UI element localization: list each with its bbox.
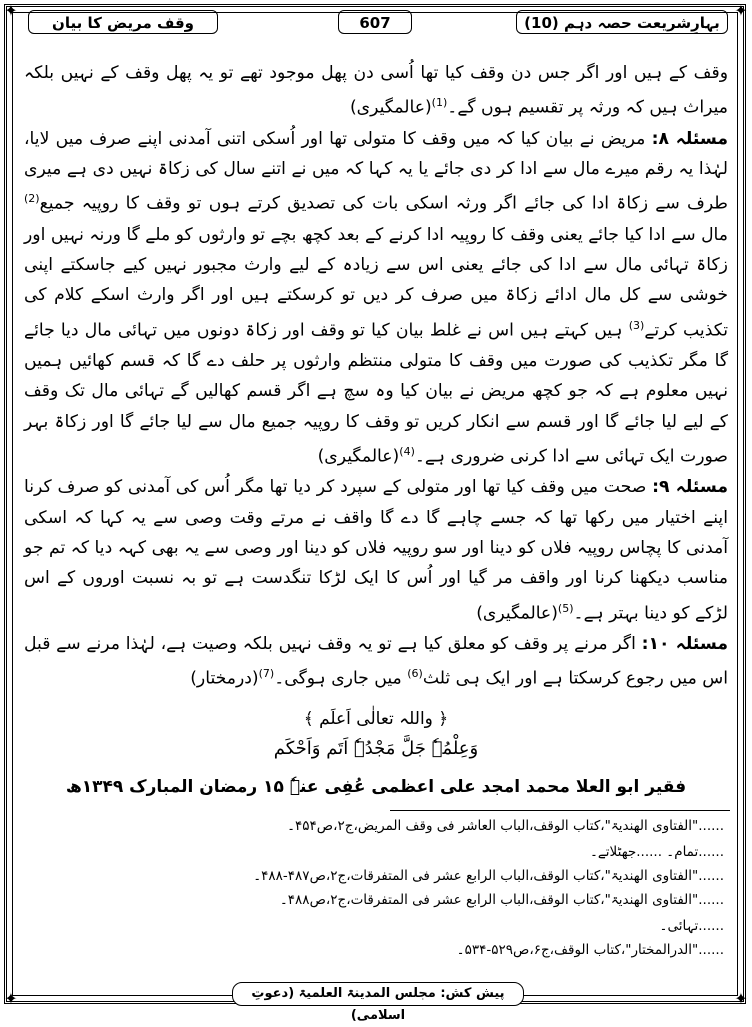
signature: فقیر ابو العلا محمد امجد علی اعظمی عُفِی عنہٗ ۱۵ رمضان المبارک ۱۳۴۹ھ bbox=[65, 777, 687, 797]
footnote-ref: (7) bbox=[258, 667, 275, 681]
paragraph-text: ہیں کہتے ہیں اس نے غلط بیان کیا تو وقف اور زکاۃ دونوں میں تہائی مال دیا جائے گا مگر تکذیب کی صورت میں وقف کا متولی منتظم وارثوں پر حلف دے گا کہ قسم کھائیں ہمیں نہیں معلوم ہے کہ جو کچھ مریض نے بیان کیا وہ سچ ہے اگر قسم کھالیں گے تہائی مال تک وقف کے لیے لیا جائے گا اور قسم سے انکار کریں تو وقف کا روپیہ جمیع مال سے لیا جائے گا اور زکاۃ بہر صورت ایک تہائی سے ادا کرنی ضروری ہے۔ bbox=[24, 320, 728, 467]
page-number: 607 bbox=[338, 10, 412, 34]
footnote-ref: (3) bbox=[628, 318, 645, 332]
footnote-ref: (5) bbox=[557, 601, 574, 615]
main-text bbox=[24, 58, 728, 695]
masala-label: مسئلہ ۹: bbox=[652, 477, 728, 498]
footnote: ......تمام۔ ......جھٹلاتے۔ bbox=[589, 844, 724, 860]
paragraph-text: مال سے ادا کیا جائے یعنی وقف کا روپیہ ادا کرنے کے بعد کچھ بچے تو وارثوں کو ملے گا ورنہ نہیں اور زکاۃ تہائی مال سے ادا کی جائے یعنی اس سے زیادہ کے لیے وارث مجبور نہیں کیے جاسکتے اپنی خوشی سے کل مال ادائے زکاۃ میں صرف کر دیں تو کرسکتے ہیں اور اگر وارث اسکے کلام کی تکذیب کرتے bbox=[24, 224, 728, 341]
paragraph-text: وقف کے ہیں اور اگر جس دن وقف کیا تھا اُسی دن پھل موجود تھے تو یہ پھل وقف کے نہیں بلکہ میراث ہیں کہ ورثہ پر تقسیم ہوں گے۔ bbox=[24, 63, 728, 119]
source-citation: (عالمگیری) bbox=[349, 98, 432, 119]
masala-label: مسئلہ ۱۰: bbox=[641, 633, 729, 654]
closing-line-1: ﴿ واللہ تعالٰی اَعلَم ﴾ bbox=[303, 709, 449, 729]
footnote: ......تہائی۔ bbox=[659, 918, 724, 934]
source-citation: (عالمگیری) bbox=[476, 603, 558, 624]
footnote-ref: (2) bbox=[24, 192, 40, 206]
chapter-title: وقف مریض کا بیان bbox=[28, 10, 218, 34]
closing-line-2: وَعِلْمُہٗ جَلَّ مَجْدُہٗ اَتَم وَاَحْکَم bbox=[273, 738, 479, 759]
source-citation: (درمختار) bbox=[190, 669, 259, 690]
source-citation: (عالمگیری) bbox=[317, 446, 400, 467]
paragraph bbox=[24, 58, 728, 124]
paragraph-text: صحت میں وقف کیا تھا اور متولی کے سپرد کر دیا تھا مگر اُس کی آمدنی کو صرف کرنا اپنے اختیار میں رکھا تھا کہ جسے چاہے گا دے گا واقف نے مرتے وقت وصی سے یہ کہا کہ اسکی آمدنی کا پچاس روپیہ فلاں کو دینا اور سو روپیہ فلاں کو دینا اور وصی سے یہ بھی کہہ دیا کہ تم جو مناسب دیکھنا کرنا اور واقف مر گیا اور اُس کا ایک لڑکا تنگدست ہے تو بہ نسبت اوروں کے اس لڑکے کو دینا بہتر ہے۔ bbox=[24, 477, 728, 624]
ornament-icon: ✦ bbox=[734, 1, 748, 20]
paragraph bbox=[24, 472, 728, 629]
publisher-footer: پیش کش: مجلس المدینۃ العلمیۃ (دعوتِ اسلامی) bbox=[232, 982, 524, 1006]
masala-label: مسئلہ ۸: bbox=[651, 128, 729, 149]
footnote-ref: (4) bbox=[399, 445, 415, 459]
footnote: ......"الفتاوی الھندیۃ"،کتاب الوقف،الباب الرابع عشر فی المتفرقات،ج۲،ص۴۸۷-۴۸۸۔ bbox=[253, 868, 724, 884]
footnote-ref: (1) bbox=[431, 96, 448, 110]
page-header bbox=[22, 8, 730, 38]
ornament-icon: ✦ bbox=[734, 989, 748, 1008]
footnote: ......"الدرالمختار"،کتاب الوقف،ج۶،ص۵۲۹-۵۳۴۔ bbox=[456, 942, 724, 958]
footnote-divider bbox=[390, 810, 730, 811]
paragraph-text: مریض نے بیان کیا کہ میں وقف کا متولی تھا اور اُسکی اتنی آمدنی اپنے صرف میں لایا، لہٰذا یہ رقم میرے مال سے ادا کر دی جائے یا یہ کہا کہ میں نے اتنے سال کی زکاۃ نہیں دی ہے میری طرف سے زکاۃ ادا کی جائے اگر ورثہ اسکی بات کی تصدیق کرتے ہوں تو وقف کا روپیہ جمیع bbox=[24, 128, 728, 215]
footnote: ......"الفتاوی الھندیۃ"،کتاب الوقف،الباب الرابع عشر فی المتفرقات،ج۲،ص۴۸۸۔ bbox=[279, 892, 724, 908]
paragraph bbox=[24, 629, 728, 695]
paragraph-text: اگر مرنے پر وقف کو معلق کیا ہے تو یہ وقف نہیں بلکہ وصیت ہے، لہٰذا مرنے سے قبل اس میں رجوع کرسکتا ہے اور ایک ہی ثلث bbox=[24, 633, 728, 690]
ornament-icon: ✦ bbox=[4, 1, 18, 20]
ornament-icon: ✦ bbox=[4, 989, 18, 1008]
paragraph bbox=[24, 124, 728, 473]
footnote-ref: (6) bbox=[407, 667, 423, 681]
book-title: بہارِشریعت حصہ دہم (10) bbox=[516, 10, 728, 34]
paragraph-text: میں جاری ہوگی۔ bbox=[274, 669, 402, 690]
footnote: ......"الفتاوی الھندیۃ"،کتاب الوقف،الباب العاشر فی وقف المریض،ج۲،ص۴۵۴۔ bbox=[287, 818, 724, 834]
